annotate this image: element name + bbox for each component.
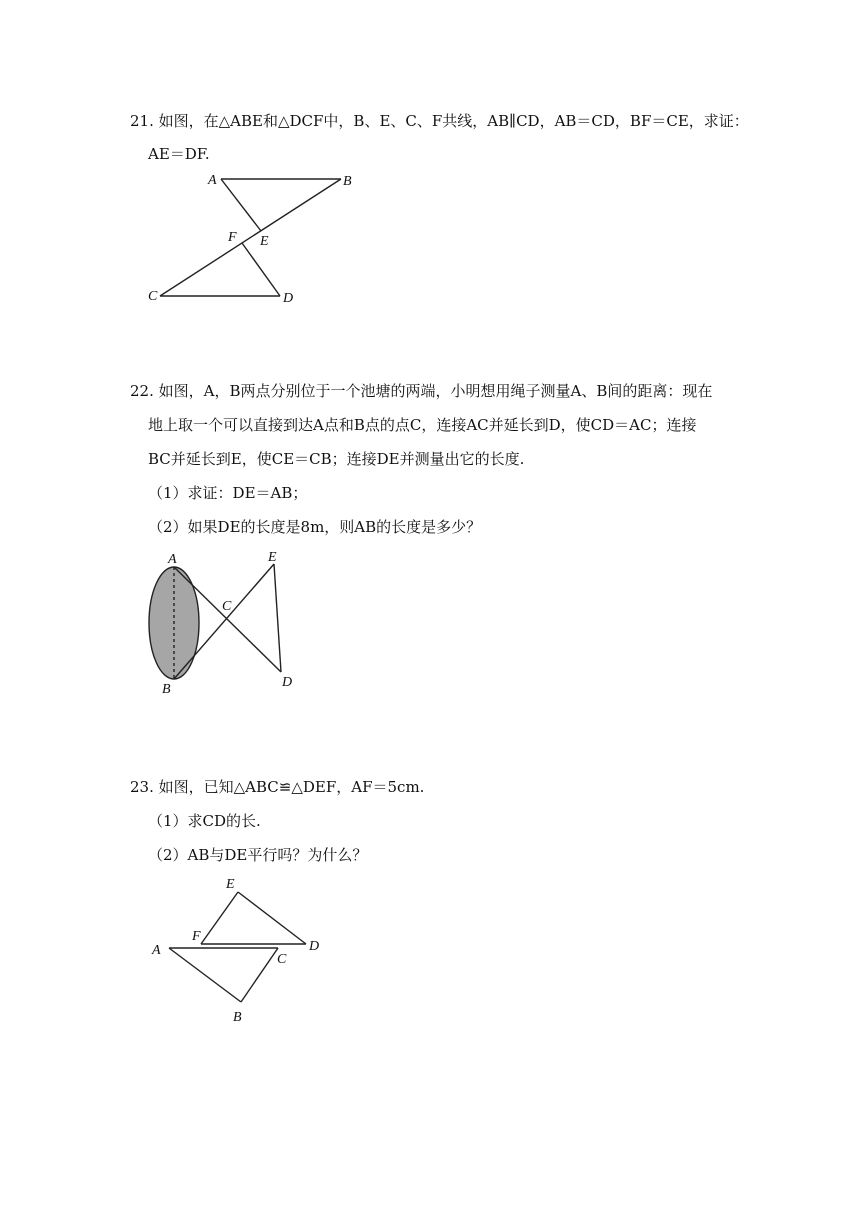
problem-22-sub-2: （2）如果DE的长度是8m，则AB的长度是多少？ [148,518,482,536]
problem-23-sub-2: （2）AB与DE平行吗？为什么？ [148,846,368,864]
label-a: A [168,552,177,567]
label-f: F [192,929,201,944]
problem-21-line-2: AE＝DF. [148,145,210,163]
problem-22-line-2: 地上取一个可以直接到达A点和B点的点C，连接AC并延长到D，使CD＝AC；连接 [148,416,697,434]
problem-23-number: 23. [130,778,154,796]
problem-22-sub-1: （1）求证：DE＝AB； [148,484,308,502]
label-c: C [222,599,232,614]
label-d: D [309,939,320,954]
label-a: A [208,173,217,188]
label-b: B [162,682,171,697]
segment-ab [169,948,241,1002]
label-c: C [148,289,158,304]
label-d: D [282,675,293,690]
label-e: E [268,550,277,565]
label-a: A [152,943,161,958]
label-e: E [226,877,235,892]
problem-23-text-1: 如图，已知△ABC≌△DEF，AF＝5cm. [158,778,425,796]
segment-fe [201,892,238,944]
label-d: D [283,291,294,306]
label-e: E [260,234,269,249]
problem-21-number: 21. [130,112,154,130]
label-b: B [233,1010,242,1025]
problem-22-line-3: BC并延长到E，使CE＝CB；连接DE并测量出它的长度. [148,450,525,468]
problem-22-number: 22. [130,382,154,400]
problem-23-sub-1: （1）求CD的长. [148,812,261,830]
problem-21-text-1: 如图，在△ABE和△DCF中，B、E、C、F共线，AB∥CD，AB＝CD，BF＝CE，求证： [158,112,749,130]
segment-bc [241,948,278,1002]
label-f: F [228,230,237,245]
problem-22-text-1: 如图，A，B两点分别位于一个池塘的两端，小明想用绳子测量A、B间的距离：现在 [158,382,713,400]
label-c: C [277,952,287,967]
label-b: B [343,174,352,189]
segment-ed [238,892,306,944]
